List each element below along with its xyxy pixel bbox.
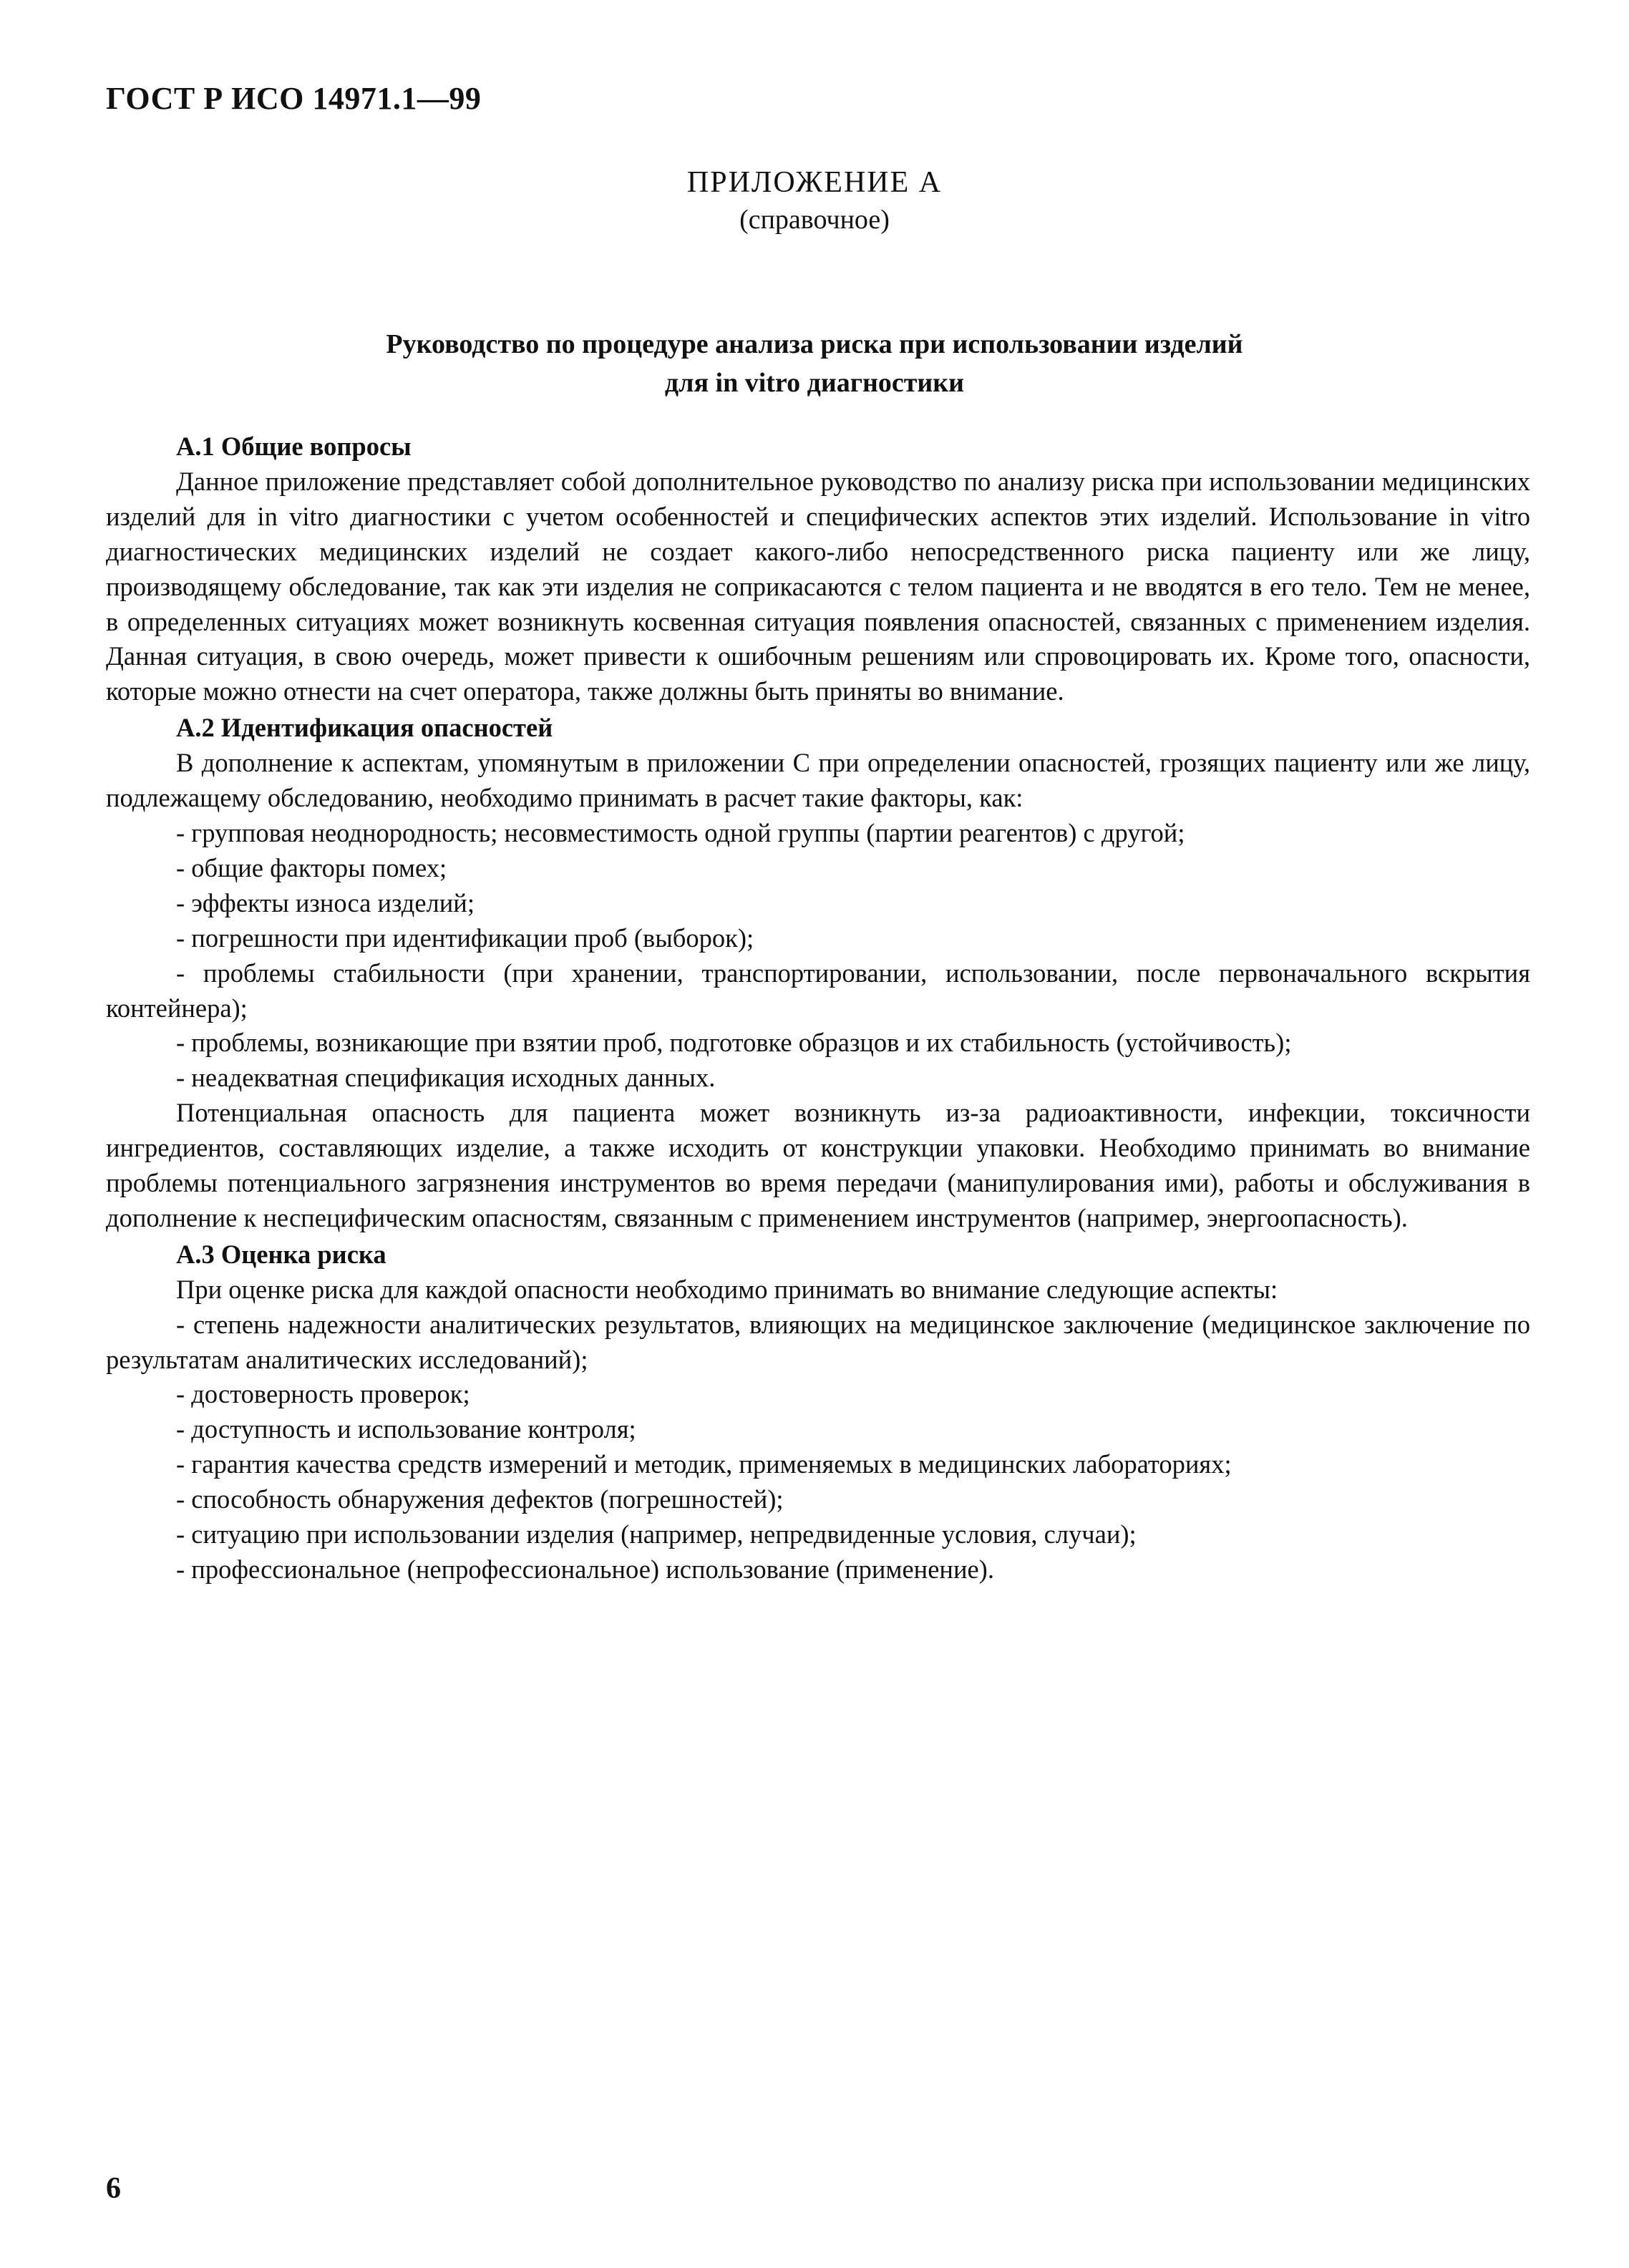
section-a3-list-item: - степень надежности аналитических результатов, влияющих на медицинское заключение (медицинское заключение по результатам аналитических исследований); bbox=[106, 1309, 1530, 1374]
section-a3-intro: При оценке риска для каждой опасности необходимо принимать во внимание следующие аспекты: bbox=[176, 1274, 1278, 1304]
section-a2-intro: В дополнение к аспектам, упомянутым в приложении С при определении опасностей, грозящих пациенту или же лицу, подлежащему обследованию, необходимо принимать в расчет такие факторы, как: bbox=[106, 748, 1530, 813]
section-a2-heading: А.2 Идентификация опасностей bbox=[176, 713, 553, 743]
section-a3-list-item: - профессиональное (непрофессиональное) использование (применение). bbox=[176, 1554, 994, 1584]
section-a2-closing: Потенциальная опасность для пациента может возникнуть из-за радиоактивности, инфекции, токсичности ингредиентов, составляющих изделие, а также исходить от конструкции упаковки. Необходимо принимать во внимание проблемы потенциального загрязнения инструментов во время передачи (манипулирования ими), работы и обслуживания в дополнение к неспецифическим опасностям, связанным с применением инструментов (например, энергоопасность). bbox=[106, 1098, 1530, 1232]
guide-title-line-2: для in vitro диагностики bbox=[664, 368, 965, 398]
section-a2-list-item: - проблемы, возникающие при взятии проб, подготовке образцов и их стабильность (устойчивость); bbox=[176, 1028, 1292, 1058]
page-number: 6 bbox=[106, 2172, 121, 2205]
section-a2-list-item: - проблемы стабильности (при хранении, транспортировании, использовании, после первоначального вскрытия контейнера); bbox=[106, 958, 1530, 1023]
document-body bbox=[106, 428, 1530, 1587]
document-code-header: ГОСТ Р ИСО 14971.1—99 bbox=[106, 81, 482, 116]
annex-subtitle: (справочное) bbox=[739, 205, 890, 235]
section-a2-list-item: - общие факторы помех; bbox=[176, 852, 447, 882]
section-a2-list-item: - эффекты износа изделий; bbox=[176, 887, 475, 918]
section-a2-list-item: - неадекватная спецификация исходных данных. bbox=[176, 1063, 716, 1093]
section-a2-list-item: - групповая неоднородность; несовместимость одной группы (партии реагентов) с другой; bbox=[176, 817, 1185, 847]
section-a3-heading: А.3 Оценка риска bbox=[176, 1239, 386, 1269]
annex-title: ПРИЛОЖЕНИЕ А bbox=[686, 166, 943, 199]
section-a3-list-item: - гарантия качества средств измерений и методик, применяемых в медицинских лабораториях; bbox=[176, 1449, 1232, 1479]
guide-title-line-1: Руководство по процедуре анализа риска при использовании изделий bbox=[386, 329, 1243, 359]
section-a3-list-item: - ситуацию при использовании изделия (например, непредвиденные условия, случаи); bbox=[176, 1519, 1137, 1549]
section-a1-paragraph: Данное приложение представляет собой дополнительное руководство по анализу риска при использовании медицинских изделий для in vitro диагностики с учетом особенностей и специфических аспектов этих изделий. Использование in vitro диагностических медицинских изделий не создает какого-либо непосредственного риска пациенту или же лицу, производящему обследование, так как эти изделия не соприкасаются с телом пациента и не вводятся в его тело. Тем не менее, в определенных ситуациях может возникнуть косвенная ситуация появления опасностей, связанных с применением изделия. Данная ситуация, в свою очередь, может привести к ошибочным решениям или спровоцировать их. Кроме того, опасности, которые можно отнести на счет оператора, также должны быть приняты во внимание. bbox=[106, 466, 1530, 706]
section-a3-list-item: - способность обнаружения дефектов (погрешностей); bbox=[176, 1484, 784, 1514]
section-a1-heading: А.1 Общие вопросы bbox=[176, 432, 412, 461]
annex-heading bbox=[0, 163, 1629, 238]
guide-title bbox=[0, 325, 1629, 402]
section-a3-list-item: - доступность и использование контроля; bbox=[176, 1414, 636, 1444]
section-a3-list-item: - достоверность проверок; bbox=[176, 1379, 470, 1409]
section-a2-list-item: - погрешности при идентификации проб (выборок); bbox=[176, 923, 754, 953]
